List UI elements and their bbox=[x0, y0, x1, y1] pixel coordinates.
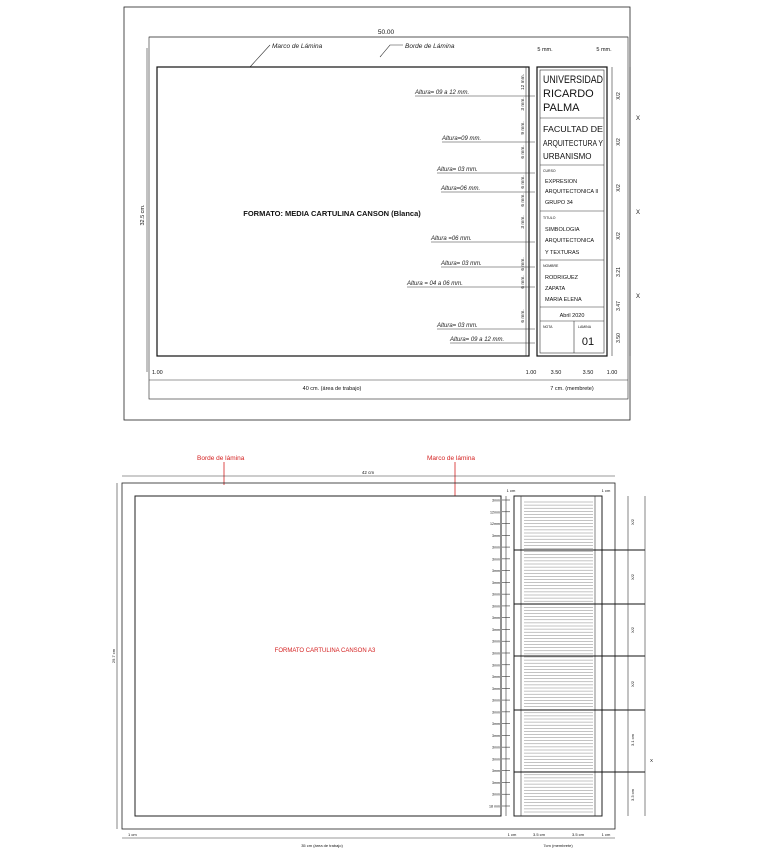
plate-2-mm-label: 3mm bbox=[492, 651, 500, 656]
plate-1-altura-4: Altura=06 mm. bbox=[441, 186, 481, 192]
plate-1-side-height: 32.5 cm. bbox=[140, 204, 146, 226]
plate-1-course-line-1: EXPRESION bbox=[545, 179, 578, 185]
plate-1-marco-label: Marco de Lámina bbox=[272, 43, 323, 50]
plate-2-bottom-membrete: 7cm (membrete) bbox=[543, 843, 573, 848]
plate-1-mm-4: 6 mm. bbox=[521, 145, 526, 159]
plate-1-university-line-3: PALMA bbox=[543, 102, 580, 114]
plate-2-right-dim-4: X/2 bbox=[630, 680, 635, 688]
plate-2-mm-label: 3mm bbox=[492, 569, 500, 574]
plate-1-right-x-1: X bbox=[635, 116, 641, 122]
plate-2-mm-label: 3mm bbox=[492, 639, 500, 644]
plate-1-top-total: 50.00 bbox=[377, 29, 395, 36]
plate-2-right-top-margin: 1 cm bbox=[601, 488, 611, 493]
plate-1-mm-8: 6 mm. bbox=[521, 257, 526, 271]
plate-2-right-x: X bbox=[650, 758, 654, 763]
plate-2-top-total: 42 cm bbox=[361, 470, 375, 475]
plate-1 bbox=[124, 7, 640, 420]
plate-1-bottom-block-left: 3.50 bbox=[550, 370, 562, 376]
plate-1-university-line-2: RICARDO bbox=[543, 88, 594, 100]
plate-1-top-5mm-right: 5 mm. bbox=[596, 47, 612, 53]
plate-2-mm-labels bbox=[489, 499, 510, 809]
plate-1-altura-6: Altura= 03 mm. bbox=[441, 261, 482, 267]
plate-1-altura-9: Altura= 09 a 12 mm. bbox=[450, 337, 505, 343]
plate-1-lamina-label: LAMINA bbox=[578, 325, 592, 329]
plate-1-mm-2: 3 mm. bbox=[521, 97, 526, 111]
plate-2 bbox=[111, 455, 653, 848]
plate-1-faculty-line-2: ARQUITECTURA Y bbox=[543, 139, 604, 148]
plate-1-bottom-work-area: 40 cm. (área de trabajo) bbox=[302, 386, 362, 392]
plate-1-right-dim-2: X/2 bbox=[616, 138, 622, 146]
plate-1-altura-1: Altura= 09 a 12 mm. bbox=[415, 90, 470, 96]
plate-1-borde-leader bbox=[380, 45, 403, 57]
plate-1-faculty-line-1: FACULTAD DE bbox=[543, 125, 603, 134]
plate-1-right-dim-7: 3.50 bbox=[616, 333, 622, 343]
plate-1-altura-2: Altura=09 mm. bbox=[442, 136, 482, 142]
plate-1-bottom-mid-margin: 1.00 bbox=[525, 370, 537, 376]
plate-1-format-title: FORMATO: MEDIA CARTULINA CANSON (Blanca) bbox=[243, 209, 421, 218]
plate-2-mm-label: 12mm bbox=[490, 522, 500, 527]
plate-1-name-label: NOMBRE bbox=[543, 264, 559, 268]
plate-1-course-label: CURSO bbox=[543, 169, 556, 173]
plate-1-title-line-2: ARQUITECTONICA bbox=[545, 238, 595, 244]
plate-1-marco-leader bbox=[250, 45, 270, 67]
plate-1-right-dim-6: 3.47 bbox=[616, 301, 622, 311]
plate-1-right-dim-5: 3.21 bbox=[616, 267, 622, 277]
plate-1-mm-10: 6 mm. bbox=[521, 309, 526, 323]
plate-1-title-label: TITULO bbox=[543, 216, 556, 220]
plate-1-date: Abril 2020 bbox=[559, 313, 585, 319]
plate-1-borde-label: Borde de Lámina bbox=[405, 43, 455, 50]
plate-1-mm-7: 3 mm. bbox=[521, 215, 526, 229]
plate-2-mm-label: 3mm bbox=[492, 533, 500, 538]
plate-1-right-x-3: X bbox=[635, 294, 641, 300]
plate-2-mm-label: 3mm bbox=[492, 698, 500, 703]
plate-2-mm-label: 3mm bbox=[492, 722, 500, 727]
plate-1-bottom-membrete: 7 cm. (membrete) bbox=[550, 386, 594, 392]
plate-1-bottom-right-margin: 1.00 bbox=[606, 370, 618, 376]
plate-1-name-line-2: ZAPATA bbox=[545, 286, 566, 292]
plate-1-faculty-line-3: URBANISMO bbox=[543, 152, 592, 161]
plate-1-right-dim-4: X/2 bbox=[616, 232, 622, 240]
plate-1-lamina-number: 01 bbox=[581, 336, 595, 348]
plate-1-mm-9: 6 mm. bbox=[521, 275, 526, 289]
plate-1-university-line-1: UNIVERSIDAD bbox=[543, 74, 604, 86]
plate-2-right-dim-2: X/2 bbox=[630, 573, 635, 581]
plate-1-altura-5: Altura =06 mm. bbox=[431, 236, 472, 242]
plate-2-mm-label: 3mm bbox=[492, 686, 500, 691]
plate-2-mm-label: 3mm bbox=[492, 710, 500, 715]
plate-2-mm-label: 3mm bbox=[492, 745, 500, 750]
plate-2-top-margin: 1 cm bbox=[506, 488, 516, 493]
plate-1-right-x-2: X bbox=[635, 210, 641, 216]
plate-2-mm-label: 3mm bbox=[492, 604, 500, 609]
plate-2-block-left: 3.5 cm bbox=[532, 832, 546, 837]
plate-2-mm-label: 3mm bbox=[492, 769, 500, 774]
plate-2-mm-label: 3mm bbox=[492, 780, 500, 785]
plate-1-bottom-left-margin: 1.00 bbox=[152, 370, 163, 376]
plate-2-mm-label: 3mm bbox=[492, 580, 500, 585]
plate-1-mm-3: 9 mm. bbox=[521, 121, 526, 135]
plate-2-right-dim-6: 3.3 cm bbox=[630, 788, 635, 802]
plate-1-mm-6: 6 mm. bbox=[521, 193, 526, 207]
plate-2-mid-margin: 1 cm bbox=[507, 832, 517, 837]
plate-1-right-dim-1: X/2 bbox=[616, 92, 622, 100]
plate-1-altura-7: Altura = 04 a 06 mm. bbox=[407, 281, 463, 287]
plate-2-mm-label: 3mm bbox=[492, 627, 500, 632]
plate-2-right-dim-5: 3.1 cm bbox=[630, 733, 635, 747]
plate-1-top-5mm-left: 5 mm. bbox=[537, 47, 553, 53]
plate-1-course-line-3: GRUPO 34 bbox=[545, 200, 573, 206]
plate-2-mm-label: 3mm bbox=[492, 592, 500, 597]
plate-2-mm-label: 3mm bbox=[492, 757, 500, 762]
plate-2-borde-label: Borde de lámina bbox=[197, 455, 245, 462]
plate-2-left-margin: 1 cm bbox=[128, 832, 137, 837]
plate-1-mm-5: 6 mm. bbox=[521, 175, 526, 189]
plate-2-mm-label: 12mm bbox=[490, 510, 500, 515]
plate-2-mm-label: 3mm bbox=[492, 545, 500, 550]
plate-2-work-area-frame bbox=[135, 496, 501, 816]
plate-1-name-line-1: RODRIGUEZ bbox=[545, 275, 578, 281]
plate-2-mm-label: 3mm bbox=[492, 733, 500, 738]
plate-1-altura-3: Altura= 03 mm. bbox=[437, 167, 478, 173]
plate-1-university-block bbox=[543, 74, 603, 114]
plate-2-mm-label: 3mm bbox=[492, 498, 500, 503]
plate-1-altura-8: Altura= 03 mm. bbox=[437, 323, 478, 329]
plate-2-bottom-work: 35 cm (área de trabajo) bbox=[301, 843, 343, 848]
plate-2-right-dim-3: X/2 bbox=[630, 626, 635, 634]
plate-2-mm-label: 3mm bbox=[492, 792, 500, 797]
plate-1-bottom-block-right: 3.50 bbox=[582, 370, 594, 376]
plate-2-mm-label: 3mm bbox=[492, 557, 500, 562]
plate-1-title-line-1: SIMBOLOGIA bbox=[545, 227, 580, 233]
plate-2-right-margin: 1 cm bbox=[601, 832, 611, 837]
plate-2-marco-label: Marco de lámina bbox=[427, 455, 476, 462]
plate-2-mm-label: 3mm bbox=[492, 616, 500, 621]
plate-1-right-dim-3: X/2 bbox=[616, 184, 622, 192]
plate-1-name-line-3: MARIA ELENA bbox=[545, 297, 582, 303]
plate-2-block-right: 3.5 cm bbox=[571, 832, 585, 837]
plate-1-title-line-3: Y TEXTURAS bbox=[545, 250, 580, 256]
plate-2-mm-label: 3mm bbox=[492, 675, 500, 680]
plate-1-course-line-2: ARQUITECTONICA II bbox=[545, 189, 599, 195]
plate-2-side-height: 29.7 cm bbox=[111, 648, 116, 664]
plate-2-format-title: FORMATO CARTULINA CANSON A3 bbox=[274, 648, 376, 654]
plate-1-nota-label: NOTA bbox=[543, 325, 553, 329]
plate-2-title-block-lines bbox=[514, 502, 645, 812]
plate-1-mm-1: 12 mm. bbox=[521, 74, 526, 90]
plate-2-mm-label: 3mm bbox=[492, 663, 500, 668]
plate-2-mm-label: 18 mm bbox=[489, 804, 500, 809]
plate-2-right-dim-1: X/2 bbox=[630, 518, 635, 526]
